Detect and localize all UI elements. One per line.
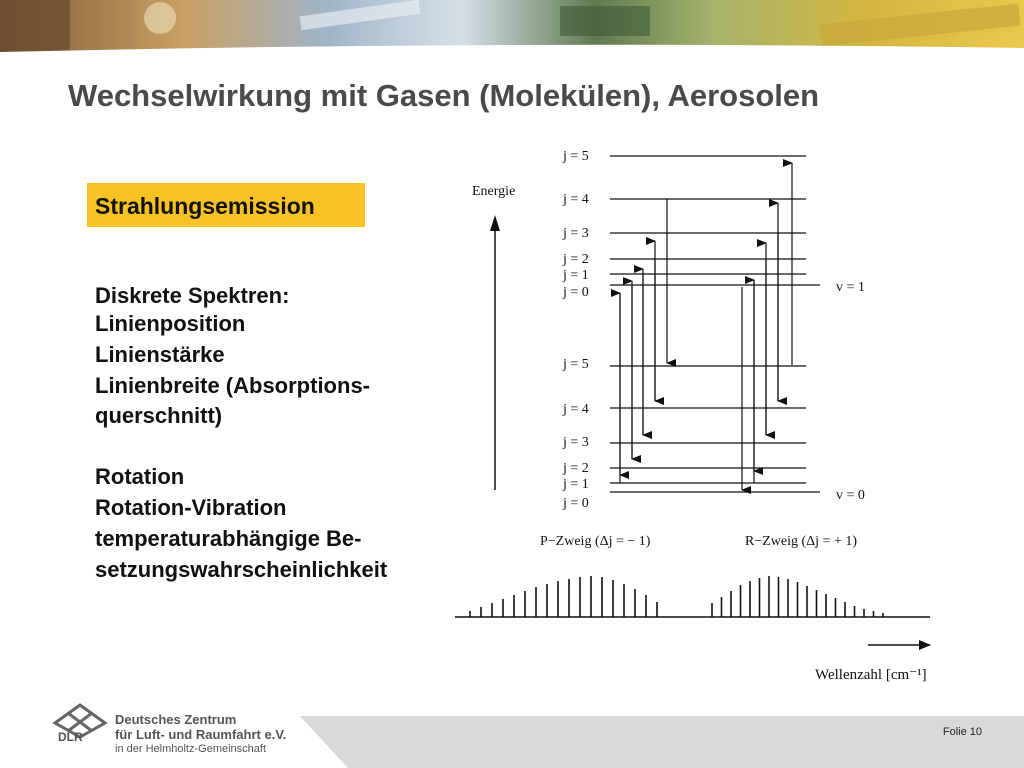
logo-line-3: in der Helmholtz-Gemeinschaft [115, 743, 267, 755]
r-branch-label: R−Zweig (Δj = + 1) [745, 534, 858, 549]
lower-levels [610, 366, 820, 492]
level-label: j = 0 [563, 496, 589, 511]
body-line: Rotation [95, 464, 185, 489]
r-branch-transitions [742, 163, 792, 490]
level-label: j = 0 [563, 285, 589, 300]
page-title: Wechselwirkung mit Gasen (Molekülen), Aerosolen [68, 78, 820, 113]
level-label: j = 4 [563, 192, 589, 207]
lower-state-label: v = 0 [836, 488, 865, 503]
level-label: j = 2 [563, 461, 589, 476]
logo-line-1: Deutsches Zentrum [115, 712, 237, 727]
r-branch-spectrum [712, 576, 883, 617]
body-line: Linienbreite (Absorptions- [95, 373, 370, 398]
level-label: j = 1 [563, 477, 589, 492]
body-line: querschnitt) [95, 403, 223, 428]
slide-number: Folie 10 [942, 726, 982, 738]
level-label: j = 2 [563, 252, 589, 267]
body-line: Linienstärke [95, 342, 225, 367]
p-branch-spectrum [470, 576, 657, 617]
energy-axis-label: Energie [472, 184, 516, 199]
body-line: temperaturabhängige Be- [95, 526, 362, 551]
p-branch-label: P−Zweig (Δj = − 1) [540, 534, 651, 549]
level-label: j = 1 [563, 268, 589, 283]
energy-axis-arrowhead [490, 215, 500, 231]
level-label: j = 3 [563, 435, 589, 450]
banner-image [0, 0, 1024, 52]
level-label: j = 5 [563, 357, 589, 372]
upper-state-label: v = 1 [836, 280, 865, 295]
body-line: Diskrete Spektren: [95, 283, 290, 308]
level-label: j = 5 [563, 149, 589, 164]
energy-level-diagram [440, 135, 960, 695]
wavenumber-label: Wellenzahl [cm⁻¹] [815, 667, 927, 683]
level-label: j = 3 [563, 226, 589, 241]
logo-name: DLR [58, 730, 83, 743]
section-label: Strahlungsemission [95, 193, 315, 219]
level-label: j = 4 [563, 402, 589, 417]
dlr-logo-icon [50, 697, 110, 743]
upper-levels [610, 156, 820, 285]
body-line: setzungswahrscheinlichkeit [95, 557, 388, 582]
header-banner [0, 0, 1024, 52]
body-line: Rotation-Vibration [95, 495, 287, 520]
logo-line-2: für Luft- und Raumfahrt e.V. [115, 727, 287, 742]
body-line: Linienposition [95, 311, 246, 336]
p-branch-transitions [620, 199, 667, 483]
